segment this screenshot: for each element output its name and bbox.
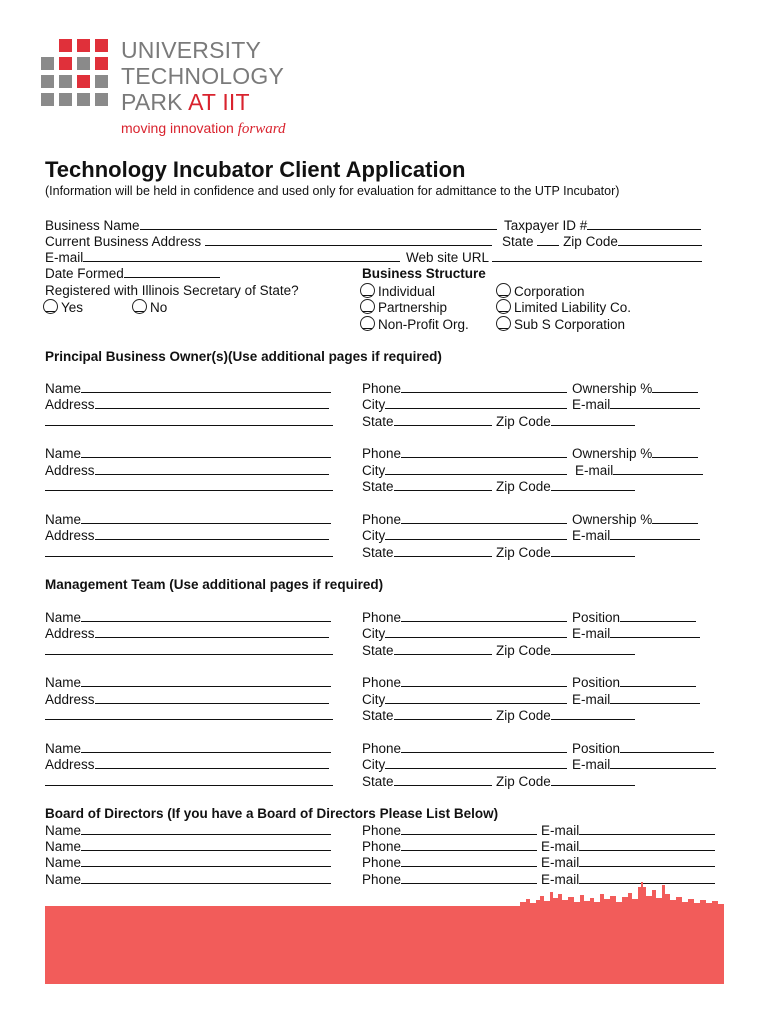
manager-state-field[interactable]	[394, 708, 492, 720]
owner-email-field[interactable]	[613, 463, 703, 475]
owner-email-label: E-mail	[572, 528, 611, 543]
owner-address-field[interactable]	[95, 397, 329, 409]
owner-name[interactable]	[45, 381, 331, 396]
manager-position[interactable]	[572, 610, 696, 625]
manager-email[interactable]	[572, 757, 716, 772]
owner-ownership[interactable]	[572, 446, 698, 461]
manager-email-field[interactable]	[610, 692, 700, 704]
website-field[interactable]	[492, 250, 702, 262]
board-phone[interactable]	[362, 855, 537, 870]
board-phone-label: Phone	[362, 855, 402, 870]
owner-city-field[interactable]	[385, 528, 567, 540]
owner-zip-label: Zip Code	[496, 479, 551, 494]
owner-zip[interactable]	[496, 479, 635, 494]
owner-phone-label: Phone	[362, 446, 402, 461]
current-address-field[interactable]	[205, 234, 492, 246]
owner-city[interactable]	[362, 528, 567, 543]
yes-label: Yes	[61, 300, 84, 315]
manager-address-label: Address	[45, 626, 95, 641]
manager-city-label: City	[362, 692, 386, 707]
board-phone[interactable]	[362, 823, 537, 838]
board-phone-field[interactable]	[401, 839, 537, 851]
owner-email-label: E-mail	[575, 463, 614, 478]
owner-state-field[interactable]	[394, 545, 492, 557]
date-formed-field[interactable]	[124, 266, 220, 278]
website-label: Web site URL	[406, 250, 489, 265]
owner-phone-field[interactable]	[401, 512, 567, 524]
owner-state-label: State	[362, 414, 394, 429]
subs-radio[interactable]	[496, 316, 511, 331]
owner-address-field[interactable]	[95, 463, 329, 475]
owner-email[interactable]	[572, 528, 700, 543]
logo-line-technology: TECHNOLOGY	[121, 63, 285, 89]
manager-city[interactable]	[362, 692, 567, 707]
manager-address2-field[interactable]	[45, 708, 333, 720]
manager-zip-label: Zip Code	[496, 774, 551, 789]
board-name-label: Name	[45, 872, 82, 887]
manager-name-field[interactable]	[81, 741, 331, 753]
owner-email-field[interactable]	[610, 397, 700, 409]
board-name[interactable]	[45, 823, 331, 838]
owner-phone-field[interactable]	[401, 446, 567, 458]
manager-phone[interactable]	[362, 741, 567, 756]
board-phone-label: Phone	[362, 823, 402, 838]
manager-position-field[interactable]	[620, 675, 696, 687]
manager-phone[interactable]	[362, 675, 567, 690]
manager-address-field[interactable]	[95, 757, 329, 769]
manager-zip[interactable]	[496, 643, 635, 658]
date-formed-row[interactable]	[45, 266, 220, 281]
manager-name[interactable]	[45, 675, 331, 690]
owner-name-field[interactable]	[81, 512, 331, 524]
owner-city[interactable]	[362, 463, 567, 478]
owner-phone[interactable]	[362, 446, 567, 461]
manager-phone-field[interactable]	[401, 610, 567, 622]
llc-radio[interactable]	[496, 299, 511, 314]
owner-address-line2[interactable]	[45, 414, 333, 429]
manager-zip[interactable]	[496, 774, 635, 789]
owner-name-label: Name	[45, 446, 82, 461]
owner-address[interactable]	[45, 463, 329, 478]
board-name[interactable]	[45, 855, 331, 870]
manager-city[interactable]	[362, 626, 567, 641]
manager-position-label: Position	[572, 675, 621, 690]
zip-field[interactable]	[618, 234, 702, 246]
manager-name[interactable]	[45, 610, 331, 625]
board-email-label: E-mail	[541, 872, 580, 887]
owner-zip-field[interactable]	[551, 414, 635, 426]
yes-radio[interactable]	[43, 299, 58, 314]
manager-email-field[interactable]	[610, 757, 716, 769]
manager-email-label: E-mail	[572, 757, 611, 772]
manager-name-field[interactable]	[81, 675, 331, 687]
owner-address2-field[interactable]	[45, 414, 333, 426]
nonprofit-radio[interactable]	[360, 316, 375, 331]
manager-city-label: City	[362, 626, 386, 641]
board-name-field[interactable]	[81, 872, 331, 884]
logo-line-university: UNIVERSITY	[121, 37, 262, 63]
owner-ownership-label: Ownership %	[572, 446, 653, 461]
llc-label: Limited Liability Co.	[514, 300, 632, 315]
owner-name-field[interactable]	[81, 381, 331, 393]
manager-city-field[interactable]	[385, 692, 567, 704]
owner-ownership[interactable]	[572, 381, 698, 396]
current-address-label: Current Business Address	[45, 234, 202, 249]
owner-address-label: Address	[45, 397, 95, 412]
manager-address-line2[interactable]	[45, 643, 333, 658]
manager-position-label: Position	[572, 741, 621, 756]
owner-city-field[interactable]	[385, 463, 567, 475]
owner-state[interactable]	[362, 545, 492, 560]
registered-no[interactable]	[134, 299, 167, 315]
tagline-forward: forward	[237, 121, 286, 137]
structure-partnership[interactable]	[362, 299, 447, 315]
owner-address-label: Address	[45, 528, 95, 543]
board-name-label: Name	[45, 823, 82, 838]
manager-city-label: City	[362, 757, 386, 772]
no-radio[interactable]	[132, 299, 147, 314]
taxpayer-id-field[interactable]	[587, 218, 701, 230]
manager-email-label: E-mail	[572, 626, 611, 641]
manager-position[interactable]	[572, 675, 696, 690]
owner-ownership-field[interactable]	[652, 381, 698, 393]
manager-state[interactable]	[362, 774, 492, 789]
owner-state[interactable]	[362, 479, 492, 494]
page-title: Technology Incubator Client Application	[45, 157, 466, 182]
owner-zip-field[interactable]	[551, 479, 635, 491]
owner-phone-label: Phone	[362, 381, 402, 396]
registered-yes[interactable]	[45, 299, 83, 315]
manager-phone-label: Phone	[362, 675, 402, 690]
logo-at-iit: AT IIT	[188, 89, 250, 115]
manager-address-label: Address	[45, 692, 95, 707]
state-zip-row[interactable]	[502, 234, 702, 249]
board-phone[interactable]	[362, 872, 537, 887]
no-label: No	[150, 300, 168, 315]
owner-address-line2[interactable]	[45, 545, 333, 560]
manager-zip-field[interactable]	[551, 708, 635, 720]
board-email[interactable]	[541, 839, 715, 854]
owner-state-label: State	[362, 479, 394, 494]
owner-ownership-label: Ownership %	[572, 512, 653, 527]
current-address-row[interactable]	[45, 234, 492, 249]
owner-address[interactable]	[45, 528, 329, 543]
website-row[interactable]	[406, 250, 702, 265]
business-name-label: Business Name	[45, 218, 140, 233]
owner-name-field[interactable]	[81, 446, 331, 458]
structure-subs[interactable]	[498, 316, 625, 332]
manager-email[interactable]	[572, 626, 700, 641]
business-name-field[interactable]	[140, 218, 497, 230]
owner-ownership-field[interactable]	[652, 512, 698, 524]
manager-name-label: Name	[45, 741, 82, 756]
board-email-label: E-mail	[541, 839, 580, 854]
email-label: E-mail	[45, 250, 84, 265]
tagline-main: moving innovation	[121, 120, 234, 136]
manager-email[interactable]	[572, 692, 700, 707]
nonprofit-label: Non-Profit Org.	[378, 317, 469, 332]
manager-position-field[interactable]	[620, 741, 714, 753]
owner-zip[interactable]	[496, 545, 635, 560]
manager-address[interactable]	[45, 757, 329, 772]
owner-ownership-label: Ownership %	[572, 381, 653, 396]
manager-city-field[interactable]	[385, 626, 567, 638]
manager-state[interactable]	[362, 643, 492, 658]
registered-question: Registered with Illinois Secretary of State?	[45, 283, 299, 298]
state-field[interactable]	[537, 234, 559, 246]
board-name[interactable]	[45, 872, 331, 887]
corporation-label: Corporation	[514, 284, 585, 299]
owner-city-field[interactable]	[385, 397, 567, 409]
board-heading: Board of Directors (If you have a Board of Directors Please List Below)	[45, 806, 499, 821]
board-email-field[interactable]	[579, 823, 715, 835]
manager-state-field[interactable]	[394, 774, 492, 786]
taxpayer-id-row[interactable]	[504, 218, 701, 233]
business-name-row[interactable]	[45, 218, 497, 233]
partnership-label: Partnership	[378, 300, 448, 315]
email-row[interactable]	[45, 250, 400, 265]
manager-name[interactable]	[45, 741, 331, 756]
owner-city-label: City	[362, 397, 386, 412]
subs-label: Sub S Corporation	[514, 317, 626, 332]
manager-address-line2[interactable]	[45, 708, 333, 723]
manager-state-field[interactable]	[394, 643, 492, 655]
owner-state-field[interactable]	[394, 479, 492, 491]
page-subtitle: (Information will be held in confidence and used only for evaluation for admittance to the UTP Incubator)	[45, 184, 620, 198]
manager-phone-field[interactable]	[401, 741, 567, 753]
owner-zip-field[interactable]	[551, 545, 635, 557]
state-label: State	[502, 234, 534, 249]
board-email[interactable]	[541, 823, 715, 838]
owner-address-line2[interactable]	[45, 479, 333, 494]
board-phone-label: Phone	[362, 872, 402, 887]
owner-email-field[interactable]	[610, 528, 700, 540]
taxpayer-id-label: Taxpayer ID #	[504, 218, 588, 233]
manager-zip-field[interactable]	[551, 774, 635, 786]
manager-phone-label: Phone	[362, 610, 402, 625]
manager-state-label: State	[362, 774, 394, 789]
manager-state-label: State	[362, 643, 394, 658]
partnership-radio[interactable]	[360, 299, 375, 314]
owner-city-label: City	[362, 463, 386, 478]
manager-address2-field[interactable]	[45, 643, 333, 655]
owner-email[interactable]	[572, 397, 700, 412]
manager-address-field[interactable]	[95, 626, 329, 638]
owner-phone[interactable]	[362, 512, 567, 527]
manager-zip-label: Zip Code	[496, 708, 551, 723]
owner-name[interactable]	[45, 446, 331, 461]
board-phone-label: Phone	[362, 839, 402, 854]
owner-zip[interactable]	[496, 414, 635, 429]
board-phone-field[interactable]	[401, 872, 537, 884]
email-field[interactable]	[83, 250, 400, 262]
owner-phone[interactable]	[362, 381, 567, 396]
board-email-field[interactable]	[579, 839, 715, 851]
owner-state[interactable]	[362, 414, 492, 429]
owner-address2-field[interactable]	[45, 479, 333, 491]
manager-address[interactable]	[45, 692, 329, 707]
manager-state-label: State	[362, 708, 394, 723]
board-name-label: Name	[45, 839, 82, 854]
owner-email[interactable]	[575, 463, 703, 478]
logo-line-park	[121, 91, 250, 114]
board-name[interactable]	[45, 839, 331, 854]
business-structure-heading: Business Structure	[362, 266, 486, 281]
structure-individual[interactable]	[362, 283, 435, 299]
manager-address2-field[interactable]	[45, 774, 333, 786]
manager-email-label: E-mail	[572, 692, 611, 707]
owner-address2-field[interactable]	[45, 545, 333, 557]
manager-position[interactable]	[572, 741, 714, 756]
owner-phone-label: Phone	[362, 512, 402, 527]
structure-nonprofit[interactable]	[362, 316, 469, 332]
owner-zip-label: Zip Code	[496, 414, 551, 429]
owner-state-field[interactable]	[394, 414, 492, 426]
owner-zip-label: Zip Code	[496, 545, 551, 560]
owner-phone-field[interactable]	[401, 381, 567, 393]
manager-state[interactable]	[362, 708, 492, 723]
owner-address-label: Address	[45, 463, 95, 478]
manager-city[interactable]	[362, 757, 567, 772]
manager-name-label: Name	[45, 610, 82, 625]
manager-name-field[interactable]	[81, 610, 331, 622]
manager-phone-field[interactable]	[401, 675, 567, 687]
structure-corporation[interactable]	[498, 283, 585, 299]
individual-radio[interactable]	[360, 283, 375, 298]
logo-tagline	[121, 120, 286, 138]
manager-zip-label: Zip Code	[496, 643, 551, 658]
manager-position-label: Position	[572, 610, 621, 625]
manager-email-field[interactable]	[610, 626, 700, 638]
owner-city-label: City	[362, 528, 386, 543]
individual-label: Individual	[378, 284, 436, 299]
board-phone-field[interactable]	[401, 855, 537, 867]
board-phone[interactable]	[362, 839, 537, 854]
manager-name-label: Name	[45, 675, 82, 690]
owner-email-label: E-mail	[572, 397, 611, 412]
date-formed-label: Date Formed	[45, 266, 124, 281]
owner-ownership-field[interactable]	[652, 446, 698, 458]
logo-park: PARK	[121, 89, 183, 115]
owner-state-label: State	[362, 545, 394, 560]
owners-heading: Principal Business Owner(s)(Use additional pages if required)	[45, 349, 442, 364]
owner-city[interactable]	[362, 397, 567, 412]
manager-address[interactable]	[45, 626, 329, 641]
owner-name-label: Name	[45, 381, 82, 396]
board-email-label: E-mail	[541, 855, 580, 870]
board-name-field[interactable]	[81, 855, 331, 867]
skyline-icon	[520, 882, 724, 908]
manager-zip-field[interactable]	[551, 643, 635, 655]
owner-ownership[interactable]	[572, 512, 698, 527]
board-phone-field[interactable]	[401, 823, 537, 835]
manager-city-field[interactable]	[385, 757, 567, 769]
manager-address-line2[interactable]	[45, 774, 333, 789]
board-name-label: Name	[45, 855, 82, 870]
zip-label: Zip Code	[563, 234, 618, 249]
manager-phone-label: Phone	[362, 741, 402, 756]
manager-address-label: Address	[45, 757, 95, 772]
owner-address-field[interactable]	[95, 528, 329, 540]
manager-address-field[interactable]	[95, 692, 329, 704]
board-email[interactable]	[541, 855, 715, 870]
manager-phone[interactable]	[362, 610, 567, 625]
structure-llc[interactable]	[498, 299, 631, 315]
board-email-label: E-mail	[541, 823, 580, 838]
manager-position-field[interactable]	[620, 610, 696, 622]
owner-name[interactable]	[45, 512, 331, 527]
footer-band	[45, 906, 724, 984]
board-name-field[interactable]	[81, 839, 331, 851]
owner-name-label: Name	[45, 512, 82, 527]
board-name-field[interactable]	[81, 823, 331, 835]
owner-address[interactable]	[45, 397, 329, 412]
manager-zip[interactable]	[496, 708, 635, 723]
management-heading: Management Team (Use additional pages if required)	[45, 577, 384, 592]
corporation-radio[interactable]	[496, 283, 511, 298]
board-email-field[interactable]	[579, 855, 715, 867]
